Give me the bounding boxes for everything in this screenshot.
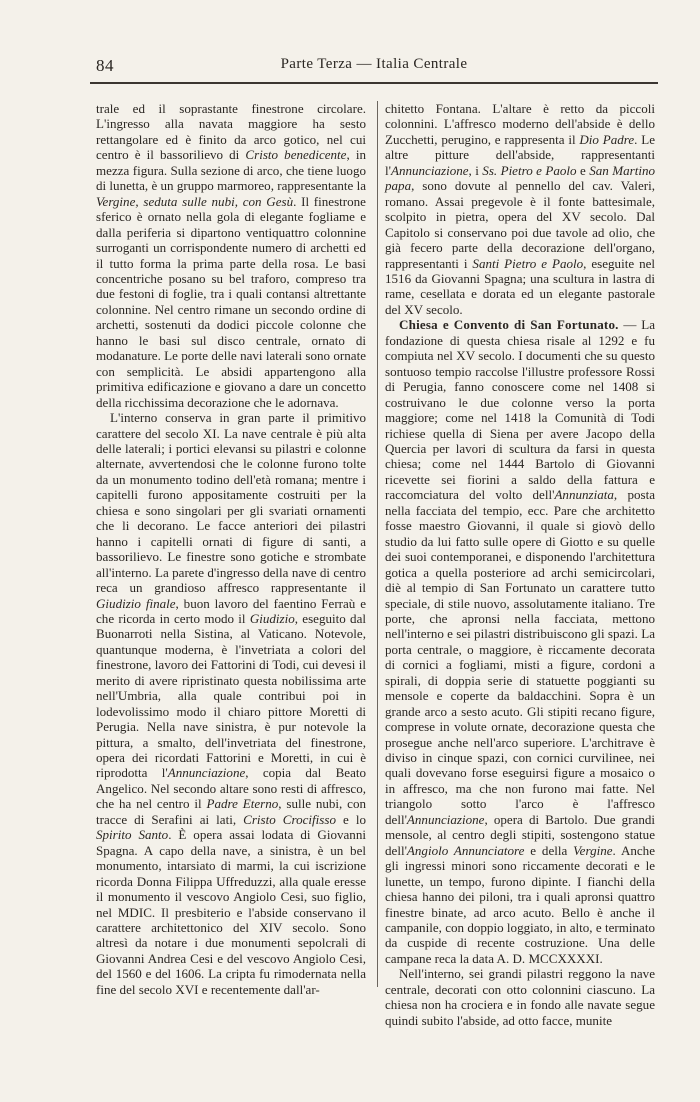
text-run: L'interno conserva in gran parte il primitivo carattere del secolo XI. La nave centrale è più alta delle laterali; i portici elevansi su pilastri e colonne alternate, avvertendosi che le colonne furono tolte da un monumento todino dell'età romana; mentre i capitelli furono appositamente costruiti per la chiesa e sono singolari per gli svariati ornamenti che li decorano. Le facce anteriori dei pilastri hanno i capitelli ornati di figure di santi, a bassorilievo. Le finestre sono gotiche e strombate all'interno. La parete d'ingresso della nave di centro reca un grandioso affresco rappresentante il	[96, 410, 366, 596]
italic-title: Cristo Crocifisso	[243, 811, 336, 827]
italic-title: San Martino papa	[385, 162, 655, 194]
italic-title: Vergine	[573, 842, 613, 858]
page-number: 84	[96, 56, 114, 75]
text-run: e lo	[335, 811, 367, 827]
right-column	[385, 101, 655, 1028]
text-run: , sulle nubi, con tracce di Serafini ai lati,	[96, 796, 367, 827]
italic-title: Annunciazione	[167, 765, 246, 781]
italic-title: Annunziata	[554, 487, 614, 503]
text-run: . Anche gli ingressi minori sono riccamente decorati e le lunette, un tempo, furono dipinte. I fianchi della chiesa hanno dei piloni, tra i quali apronsi quattro finestre binate, ad arco acuto. Bello è anche il campanile, con doppio loggiato, in alto, e terminato da cuspide di recente costruzione. Una delle campane reca la data A. D. MCCXXXXI.	[385, 842, 655, 966]
section-heading: Chiesa e Convento di San Fortunato.	[399, 317, 619, 333]
column-separator	[377, 101, 378, 987]
header-rule	[90, 82, 658, 84]
text-run: . Il finestrone sferico è ornato nella gola di elegante fogliame e dalla periferia si dipartono ventiquattro colonnine surroganti un corrispondente numero di archetti ed il tutto forma la prima parte della rosa. Le basi concentriche posano su bel traforo, compreso tra due festoni di foglie, tra i quali contansi altrettante colonnine. Nel centro rimane un secondo ordine di archetti, sostenuti da dodici piccole colonne che hanno le basi sul disco centrale, ornato di modanature. Le porte delle navi laterali sono ornate con semplicità. Le absidi appartengono alla primitiva edificazione e giovano a dare un concetto della ricchissima decorazione che le adornava.	[96, 193, 366, 410]
text-run: e	[576, 162, 590, 178]
paragraph	[96, 101, 366, 410]
text-run: , posta nella facciata del tempio, ecc. Pare che architetto fosse maestro Giovanni, il quale si giovò dello studio da lui fatto sulle opere di Giotto e su quelle dei suoi contemporanei, e disponendo l'architettura gotica a quella posteriore ad archi semicircolari, diè al tempio di San Fortunato un carattere tutto speciale, di stile nuovo, assolutamente italiano. Tre porte, che apronsi nella facciata, mettono nell'interno e sei pilastri distribuiscono gli spazi. La porta centrale, o maggiore, è riccamente decorata di cornici a fogliami, misti a figure, cordoni a spirali, di doppia serie di statuette poggianti su mensole e coperte da baldacchini. Sopra è un grande arco a sesto acuto. Gli stipiti recano figure, comprese in volute ornate, decorazione questa che prosegue anche nell'arco superiore. L'architrave è diviso in cinque spazi, con cornici curvilinee, nei quali dovevano forse eseguirsi figure a mosaico o in affresco, ma che non furono mai fatte. Nel triangolo sotto l'arco è l'affresco dell'	[385, 487, 655, 827]
text-run: . È opera assai lodata di Giovanni Spagna. A capo della nave, a sinistra, è un bel monumento, intarsiato di marmi, la cui iscrizione ricorda Donna Filippa Uffreduzzi, alla quale eresse il monumento il vescovo Angiolo Cesi, suo figlio, nel MDIC. Il presbiterio e l'abside conservano il carattere architettonico del XIV secolo. Sono altresì da notare i due monumenti sepolcrali di Giovanni Andrea Cesi e del vescovo Angiolo Cesi, del 1560 e del 1606. La cripta fu rimodernata nella fine del secolo XVI e recentemente dall'ar-	[96, 827, 366, 997]
italic-title: Padre Eterno	[206, 796, 279, 812]
text-run: , in mezza figura. Sulla sezione di arco, che tiene luogo di lunetta, è un gruppo marmoreo, rappresentante la	[96, 147, 366, 194]
text-run: , eseguite nel 1516 da Giovanni Spagna; una scultura in lastra di rame, cesellata e dorata ed un elegante pastorale del XV secolo.	[385, 255, 656, 317]
text-run: , eseguito dal Buonarroti nella Sistina, al Vaticano. Notevole, quantunque moderna, è l'invetriata a colori del finestrone, lavoro dei Fattorini di Todi, cui devesi il merito di avere ripristinato questa nobilissima arte nell'Umbria, alla quale contribui poi in lodevolissimo modo il chiaro pittore Moretti di Perugia. Nella nave sinistra, è pur notevole la pittura, a smalto, dell'invetriata del finestrone, opera dei ricordati Fattorini e Moretti, in cui è riprodotta l'	[96, 610, 366, 781]
running-title: Parte Terza — Italia Centrale	[280, 56, 468, 72]
italic-title: Dio Padre	[579, 131, 635, 147]
italic-title: Annunciazione	[406, 811, 485, 827]
paragraph	[96, 410, 366, 997]
paragraph	[385, 966, 655, 1028]
text-run: , opera di Bartolo. Due grandi mensole, al centro degli stipiti, sostengono statue dell'	[385, 811, 655, 858]
text-run: chitetto Fontana. L'altare è retto da piccoli colonnini. L'affresco moderno dell'abside è dello Zucchetti, perugino, e rappresenta il	[385, 101, 655, 147]
paragraph	[385, 101, 655, 317]
italic-title: Angiolo Annunciatore	[406, 842, 525, 858]
paragraph	[385, 317, 655, 966]
italic-title: Spirito Santo	[96, 827, 169, 843]
text-run: . Le altre pitture dell'abside, rappresentanti l'	[385, 131, 655, 178]
italic-title: Ss. Pietro e Paolo	[482, 162, 577, 178]
italic-title: Annunciazione	[390, 162, 469, 178]
text-run: , sono dovute al pennello del cav. Valeri, romano. Assai pregevole è il fonte battesimale, scolpito in pietra, opera del XV secolo. Dal Capitolo si conservano poi due tavole ad olio, che già fecero parte della decorazione dell'organo, rappresentanti i	[385, 178, 655, 271]
running-header	[90, 56, 658, 82]
italic-title: Cristo benedicente	[245, 147, 347, 163]
italic-title: Vergine, seduta sulle nubi, con Gesù	[96, 193, 294, 209]
left-column	[96, 101, 366, 997]
text-run: , i	[468, 162, 483, 178]
text-run: — La fondazione di questa chiesa risale al 1292 e fu compiuta nel XV secolo. I documenti che su questo sontuoso tempio raccolse l'illustre professore Rossi di Perugia, fanno conoscere come nel 1408 si costruivano le due colonne verso la porta maggiore; come nel 1418 la Comunità di Todi richiese quella di Siena per avere Jacopo della Quercia per lavori di scultura da farsi in questa chiesa; come nel 1444 Bartolo di Giovanni ricevette sei fiorini a saldo della fattura e raccomciatura del volto dell'	[385, 317, 655, 503]
italic-title: Giudizio finale	[96, 595, 176, 611]
text-run: Nell'interno, sei grandi pilastri reggono la nave centrale, decorati con otto colonnini ciascuno. La chiesa non ha crociera e in fondo alle navate segue quindi subito l'abside, ad otto facce, munite	[385, 966, 655, 1028]
text-run: , buon lavoro del faentino Ferraù e che ricorda in certo modo il	[96, 595, 366, 626]
italic-title: Giudizio	[249, 610, 295, 626]
text-run: trale ed il soprastante finestrone circolare. L'ingresso alla navata maggiore ha sesto rettangolare ed è finito da arco gotico, nel cui centro è il bassorilievo di	[96, 101, 366, 163]
text-run: e della	[524, 842, 574, 858]
text-run: , copia dal Beato Angelico. Nel secondo altare sono resti di affresco, che ha nel centro il	[96, 765, 367, 812]
italic-title: Santi Pietro e Paolo	[472, 255, 584, 271]
